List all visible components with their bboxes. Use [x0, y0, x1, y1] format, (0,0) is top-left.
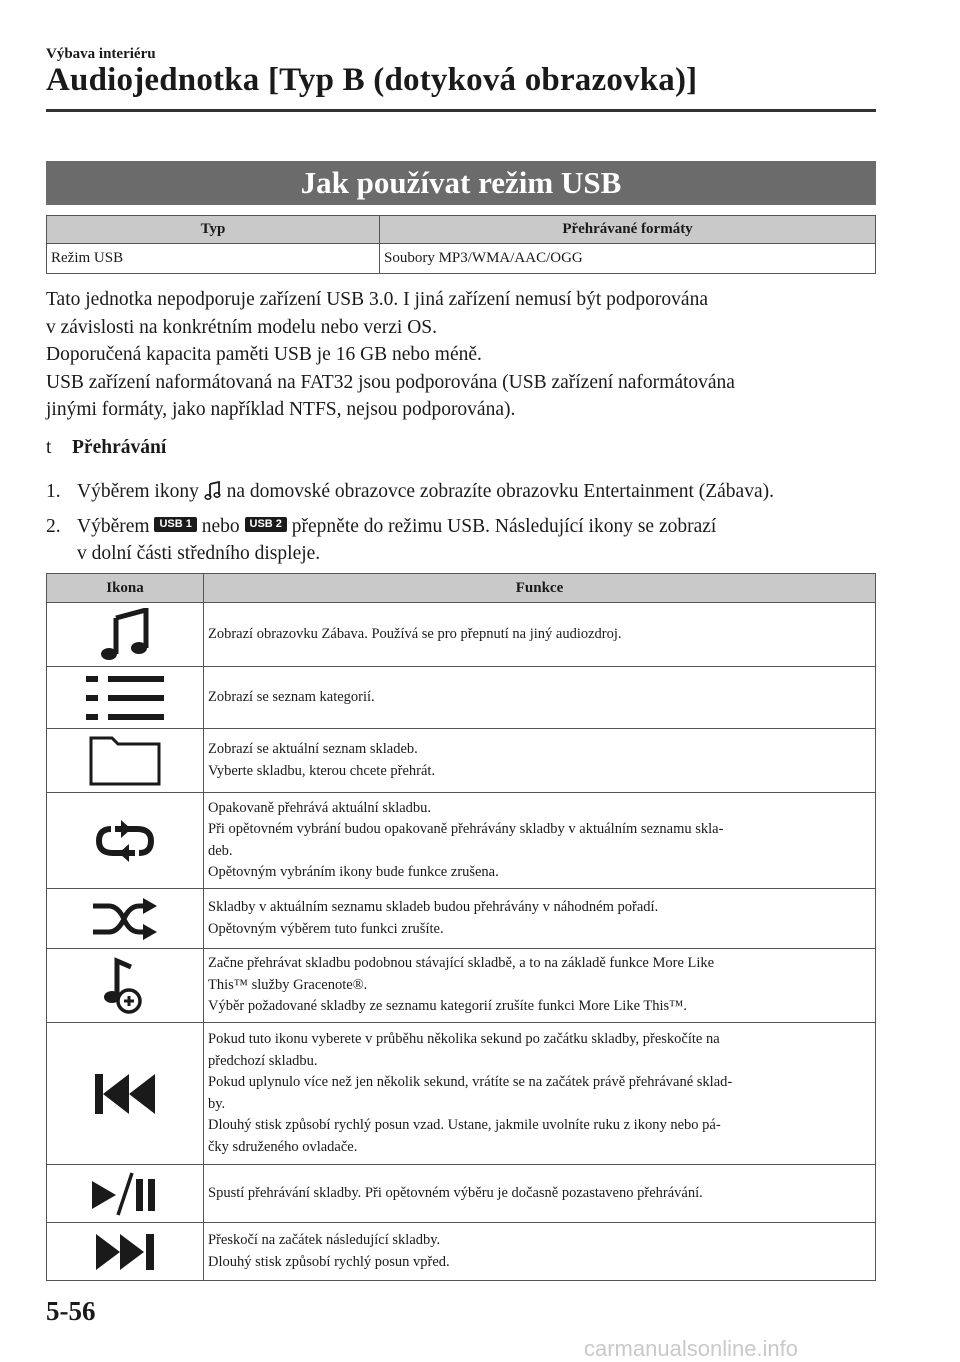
formats-table — [46, 215, 876, 274]
icon-cell — [47, 1223, 204, 1281]
text-line: Tato jednotka nepodporuje zařízení USB 3.0. I jiná zařízení nemusí být podporována — [46, 289, 708, 310]
step-text: nebo — [201, 515, 240, 537]
function-text: Dlouhý stisk způsobí rychlý posun vpřed. — [208, 1253, 450, 1270]
function-text: Zobrazí obrazovku Zábava. Používá se pro přepnutí na jiný audiozdroj. — [208, 625, 622, 642]
function-text: Přeskočí na začátek následující skladby. — [208, 1232, 441, 1248]
step-text: Výběrem ikony — [77, 481, 199, 502]
function-text: Vyberte skladbu, kterou chcete přehrát. — [208, 762, 436, 779]
table-row — [47, 729, 876, 793]
function-text: Dlouhý stisk způsobí rychlý posun vzad. Ustane, jakmile uvolníte ruku z ikony nebo pá- — [208, 1117, 721, 1133]
function-text: Výběr požadované skladby ze seznamu kategorií zrušíte funkci More Like This™. — [208, 998, 687, 1015]
icon-cell — [47, 729, 204, 793]
watermark: carmanualsonline.info — [584, 1336, 799, 1361]
step-text: na domovské obrazovce zobrazíte obrazovku Entertainment (Zábava). — [226, 481, 774, 502]
function-cell — [204, 949, 876, 1023]
function-text: Zobrazí se aktuální seznam skladeb. — [208, 741, 418, 757]
bullet-marker: t — [46, 437, 52, 458]
steps-list — [46, 478, 886, 571]
section-banner: Jak používat režim USB — [46, 161, 876, 205]
icon-cell — [47, 949, 204, 1023]
icon-cell — [47, 1165, 204, 1223]
column-header: Ikona — [47, 574, 204, 603]
table-row — [47, 603, 876, 667]
table-row — [47, 1023, 876, 1165]
next-track-icon — [94, 1233, 156, 1271]
function-text: čky sdruženého ovladače. — [208, 1138, 358, 1155]
table-row — [47, 949, 876, 1023]
music-note-icon — [94, 608, 156, 662]
function-text: deb. — [208, 842, 233, 859]
table-cell: Režim USB — [47, 244, 380, 274]
function-text: Pokud uplynulo více než jen několik sekund, vrátíte se na začátek právě přehrávané sklad- — [208, 1074, 733, 1090]
table-header-row — [47, 216, 876, 244]
icon-cell — [47, 793, 204, 889]
function-text: by. — [208, 1095, 226, 1112]
section-label: Výbava interiéru — [46, 46, 156, 62]
table-row — [47, 889, 876, 949]
function-text: This™ služby Gracenote®. — [208, 976, 368, 993]
intro-paragraph — [46, 286, 876, 424]
subheading-playback — [46, 437, 166, 459]
music-note-icon — [204, 481, 222, 510]
function-cell — [204, 729, 876, 793]
chapter-divider — [46, 109, 876, 112]
function-cell — [204, 603, 876, 667]
function-cell — [204, 889, 876, 949]
column-header: Přehrávané formáty — [380, 216, 876, 244]
icon-cell — [47, 667, 204, 729]
step-text: přepněte do režimu USB. Následující ikony se zobrazí — [291, 515, 717, 537]
table-row — [47, 1165, 876, 1223]
function-cell — [204, 667, 876, 729]
function-cell — [204, 1223, 876, 1281]
function-text: předchozí skladbu. — [208, 1052, 318, 1069]
function-text: Skladby v aktuálním seznamu skladeb budou přehrávány v náhodném pořadí. — [208, 899, 659, 915]
function-text: Opětovným vybráním ikony bude funkce zrušena. — [208, 864, 499, 880]
column-header: Funkce — [204, 574, 876, 603]
function-text: Začne přehrávat skladbu podobnou stávající skladbě, a to na základě funkce More Like — [208, 955, 715, 972]
table-row — [47, 1223, 876, 1281]
more-like-this-icon — [103, 957, 147, 1015]
folder-icon — [88, 735, 162, 787]
table-header-row — [47, 574, 876, 603]
function-text: Pokud tuto ikonu vyberete v průběhu několika sekund po začátku skladby, přeskočíte na — [208, 1031, 720, 1047]
icon-cell — [47, 1023, 204, 1165]
table-row — [47, 793, 876, 889]
icon-cell — [47, 603, 204, 667]
step-1 — [46, 478, 886, 510]
usb2-button-label: USB 2 — [245, 517, 287, 532]
subheading-text: Přehrávání — [72, 437, 167, 458]
list-icon — [84, 673, 166, 723]
usb1-button-label: USB 1 — [154, 517, 196, 532]
function-text: Při opětovném vybrání budou opakovaně přehrávány skladby v aktuálním seznamu skla- — [208, 821, 724, 837]
function-cell — [204, 1023, 876, 1165]
table-row — [47, 667, 876, 729]
step-text: Výběrem — [77, 515, 150, 537]
column-header: Typ — [47, 216, 380, 244]
function-text: Spustí přehrávání skladby. Při opětovném výběru je dočasně pozastaveno přehrávání. — [208, 1184, 703, 1201]
repeat-icon — [93, 819, 157, 863]
step-2 — [46, 513, 886, 568]
play-pause-icon — [90, 1171, 160, 1217]
step-number: 1. — [46, 481, 61, 502]
text-line: USB zařízení naformátovaná na FAT32 jsou podporována (USB zařízení naformátována — [46, 371, 735, 393]
function-cell — [204, 1165, 876, 1223]
function-cell — [204, 793, 876, 889]
text-line: Doporučená kapacita paměti USB je 16 GB nebo méně. — [46, 344, 482, 365]
page-number: 5-56 — [46, 1296, 96, 1326]
function-text: Opakovaně přehrává aktuální skladbu. — [208, 799, 432, 816]
previous-track-icon — [93, 1073, 157, 1115]
function-text: Opětovným výběrem tuto funkci zrušíte. — [208, 920, 444, 937]
step-number: 2. — [46, 515, 61, 537]
table-row — [47, 244, 876, 274]
text-line: jinými formáty, jako například NTFS, nejsou podporována). — [46, 399, 516, 420]
icon-cell — [47, 889, 204, 949]
icons-table — [46, 573, 876, 1281]
chapter-title: Audiojednotka [Typ B (dotyková obrazovka)] — [46, 62, 698, 98]
function-text: Zobrazí se seznam kategorií. — [208, 688, 375, 705]
step-text: v dolní části středního displeje. — [77, 543, 321, 564]
shuffle-icon — [91, 897, 159, 941]
text-line: v závislosti na konkrétním modelu nebo verzi OS. — [46, 316, 438, 338]
table-cell: Soubory MP3/WMA/AAC/OGG — [380, 244, 876, 274]
